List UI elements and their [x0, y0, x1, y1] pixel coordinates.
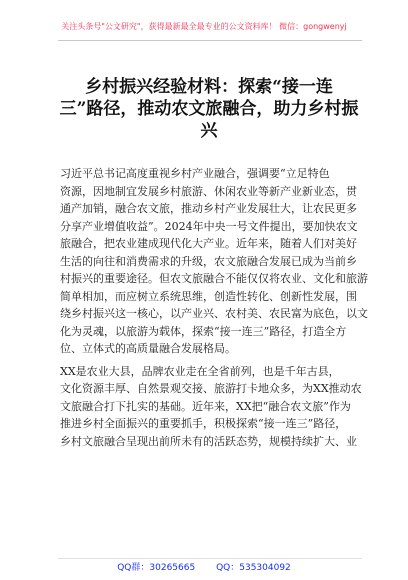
body-line: 分享产业增值收益”。2024年中央一号文件提出，要加快农文 — [60, 219, 358, 233]
body-line: 简单相加，而应树立系统思维，创造性转化、创新性发展，围 — [60, 289, 357, 303]
body-line: 文化资源丰厚、自然景观交接、旅游打卡地众多，为XX推动农 — [60, 382, 362, 395]
body-line: 绕乡村振兴这一核心，以产业兴、农村美、农民富为底色，以文 — [60, 307, 368, 320]
body-line: XX是农业大县，品牌农业走在全省前列，也是千年古县， — [60, 364, 340, 378]
body-line: 乡村文旅融合呈现出前所未有的活跃态势，规模持续扩大、业 — [60, 434, 357, 448]
body-line: 习近平总书记高度重视乡村产业融合，强调要“立足特色 — [60, 167, 330, 180]
paragraph-2 — [60, 363, 360, 451]
document-body — [60, 165, 368, 450]
page-footer — [0, 562, 408, 574]
body-line: 通产加销，融合农文旅，推动乡村产业发展壮大，让农民更多 — [60, 202, 357, 215]
body-line: 推进乡村全面振兴的重要抓手，积极探索“接一连三”路径， — [60, 417, 347, 430]
footer-divider — [58, 558, 362, 559]
footer-qq-contact: QQ：535304092 — [216, 563, 291, 573]
body-line: 化为灵魂，以旅游为载体，探索“接一连三”路径，打造全方 — [60, 324, 347, 338]
body-line: 生活的向往和消费需求的升级，农文旅融合发展已成为当前乡 — [60, 254, 357, 268]
title-line: 兴 — [200, 121, 218, 141]
header-notice: 关注头条号"公文研究"，获得最新最全最专业的公文资料库！ 微信：gongwenyj — [61, 22, 347, 31]
body-line: 旅融合，把农业建成现代化大产业。近年来，随着人们对美好 — [60, 237, 357, 250]
header-divider — [58, 40, 362, 41]
title-line: 三”路径，推动农文旅融合，助力乡村振 — [59, 99, 359, 119]
body-line: 资源，因地制宜发展乡村旅游、休闲农业等新产业新业态，贯 — [60, 184, 357, 198]
body-line: 文旅融合打下扎实的基础。近年来，XX把“融合农文旅”作为 — [60, 399, 351, 413]
paragraph-1 — [60, 165, 368, 358]
title-line: 乡村振兴经验材料：探索“接一连 — [85, 77, 333, 97]
footer-qq-group: QQ群：30265665 — [117, 563, 196, 573]
body-line: 村振兴的重要途径。但农文旅融合不能仅仅将农业、文化和旅游 — [60, 272, 368, 285]
document-title — [56, 76, 362, 142]
body-line: 位、立体式的高质量融合发展格局。 — [60, 342, 236, 355]
page-header — [0, 0, 408, 41]
